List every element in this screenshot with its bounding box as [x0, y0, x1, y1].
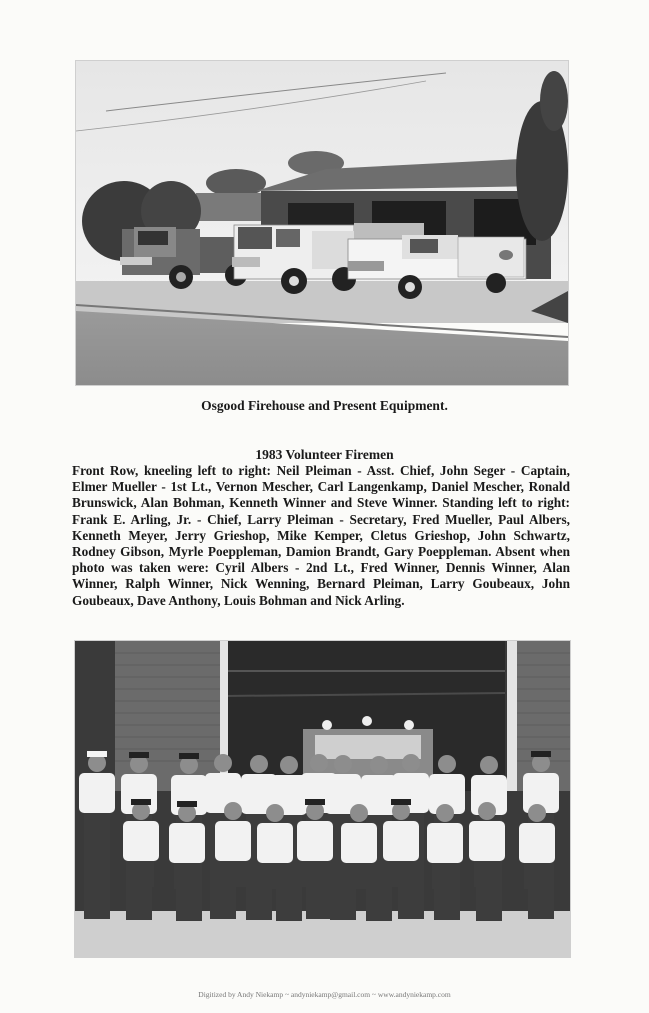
roster-heading: 1983 Volunteer Firemen: [255, 447, 394, 462]
firemen-group-photo: [74, 640, 571, 958]
roster-text: Front Row, kneeling left to right: Neil Pleiman - Asst. Chief, John Seger - Captain, Elmer Mueller - 1st Lt., Vernon Mescher, Carl Langenkamp, Daniel Mescher, Ronald Brunswick, Alan Bohman, Kenneth Winner and Steve Winner. Standing left to right: Frank E. Arling, Jr. - Chief, Larry Pleiman - Secretary, Fred Mueller, Paul Albers, Kenneth Meyer, Jerry Grieshop, Mike Kemper, Cletus Grieshop, John Schwartz, Rodney Gibson, Myrle Poeppleman, Damion Brandt, Gary Poeppleman. Absent when photo was taken were: Cyril Albers - 2nd Lt., Fred Winner, Dennis Winner, Alan Winner, Ralph Winner, Nick Wenning, Bernard Pleiman, Larry Goubeaux, John Goubeaux, Dave Anthony, Louis Bohman and Nick Arling.: [72, 463, 570, 608]
firehouse-photo: [75, 60, 569, 386]
fireman-figure: [79, 751, 115, 919]
photo-caption: Osgood Firehouse and Present Equipment.: [201, 398, 448, 413]
digitized-credit: Digitized by Andy Niekamp ~ andyniekamp@gmail.com ~ www.andyniekamp.com: [198, 990, 451, 999]
